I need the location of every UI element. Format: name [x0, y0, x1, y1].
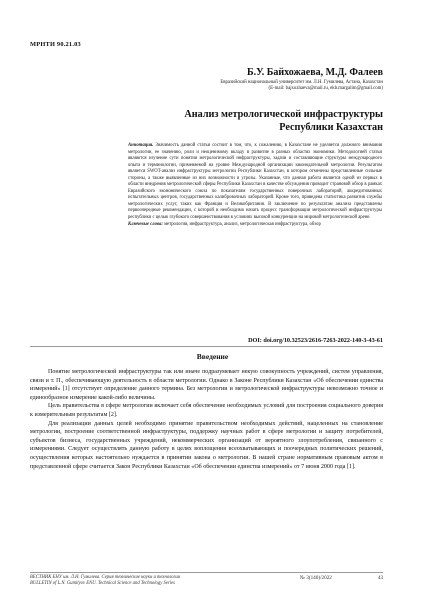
affiliation-email: (E-mail: bajxozhaeva@mail.ru, ekb.margalim@gmail.com) — [268, 86, 383, 91]
divider — [30, 346, 383, 347]
article-title-line: Республики Казахстан — [279, 121, 383, 133]
paragraph: Цель правительства в сфере метрологии включает себя обеспечение необходимых условий для построения социального доверия к измерительным результатам [2]. — [30, 403, 383, 418]
journal-name-ru: ВЕСТНИК ЕНУ им. Л.Н. Гумилева. Серия технические науки и технологии — [30, 575, 181, 580]
keywords-label: Ключевые слова: — [128, 222, 163, 228]
paragraph: Для реализации данных целей необходимо принятие правительством необходимых действий, нацеленных на становление метрологии, построение соответственной инфраструктуры, поддержку научных работ в сфере метрологии и защиту потребителей, субъектов бизнеса, государственных учреждений, некоммерческих организаций от вероятного злоупотребления, связанного с измерениями. Следует осуществлять данную работу в целях воплощения всеохватывающих и поочередных политических решений, осуществления которых настоятельно нуждается в принятии закона о метрологии. В нашей стране нормативным правовым актом в представленной сфере считается Закон Республики Казахстан «Об обеспечении единства измерений» от 7 июня 2000 года [1]. — [30, 420, 383, 470]
issue-number: № 3(140)/2022 — [300, 575, 332, 581]
affiliation — [83, 80, 383, 92]
abstract-text: Значимость данной статьи состоит в том, что, к сожалению, в Казахстане не уделяется должного внимания метрологии, ее значению, роли и неоценимому вкладу в развитие в разных областях экономики. Методологией статьи являются изучение сути понятия метрологической инфраструктуры, задачи и составляющие структуры международного опыта и терминологии, применяемой на уровне Международной организации законодательной метрологии. Результатом является SWOT-анализ инфраструктуры метрологии Республики Казахстан, в котором отмечены представленные сильные стороны, а также выявленные из них возможности и угрозы. Указанные, что данная работа является одной из первых в области внедрения метрологической сферы Республики Казахстан в качестве обсуждения проводит страновой обзор в рамках Евразийского экономического союза по показателям государственных поверочных лабораторий, аккредитованных испытательных центров, государственных калибровочных лабораторий. Кроме того, приведена статистика развития службы метрологических услуг, таких как Франция и Великобритания. В заключение по результатам анализа представлены первоочередные рекомендации, с которой и необходимо начать процесс трансформации метрологической инфраструктуры республики с целью глубокого совершенствования в условиях высокой конкуренции на мировой метрологической арене. — [128, 143, 383, 221]
abstract-body — [128, 143, 382, 222]
article-title — [123, 109, 383, 134]
authors: Б.У. Байхожаева, М.Д. Фалеев — [246, 67, 383, 78]
article-title-line: Анализ метрологической инфраструктуры — [184, 109, 383, 120]
mrnti-code: МРНТИ 90.21.03 — [30, 41, 81, 48]
doi-link[interactable]: DOI: doi.org/10.32523/2616-7263-2022-140-3-43-61 — [248, 337, 383, 344]
section-heading: Введение — [196, 352, 229, 361]
abstract — [128, 143, 382, 229]
journal-name — [30, 575, 180, 588]
body-text — [30, 368, 383, 471]
paragraph: Понятие метрологической инфраструктуры так или иначе подразумевает некую совокупность учреждений, систем управления, связи и т. П., обеспечивающую деятельность в области метрологии. Однако в Законе Республики Казахстан «Об обеспечении единства измерений» [1] отсутствует определение данного термина. Без метрологии и метрологической инфраструктуры невозможно точное и единообразное измерение какой-либо величины. — [30, 369, 383, 401]
footer-divider — [30, 572, 383, 573]
affiliation-line: Евразийский национальный университет им. Л.Н. Гумилева, Астана, Казахстан — [220, 80, 383, 85]
keywords — [128, 222, 382, 229]
journal-name-en: BULLETIN of L.N. Gumilyov ENU. Technical Science and Technology Series — [30, 581, 175, 587]
keywords-text: метрология, инфраструктура, анализ, метрологическая инфраструктура, обзор — [164, 222, 321, 228]
page-number: 43 — [377, 575, 383, 581]
abstract-label: Аннотация. — [128, 143, 154, 148]
